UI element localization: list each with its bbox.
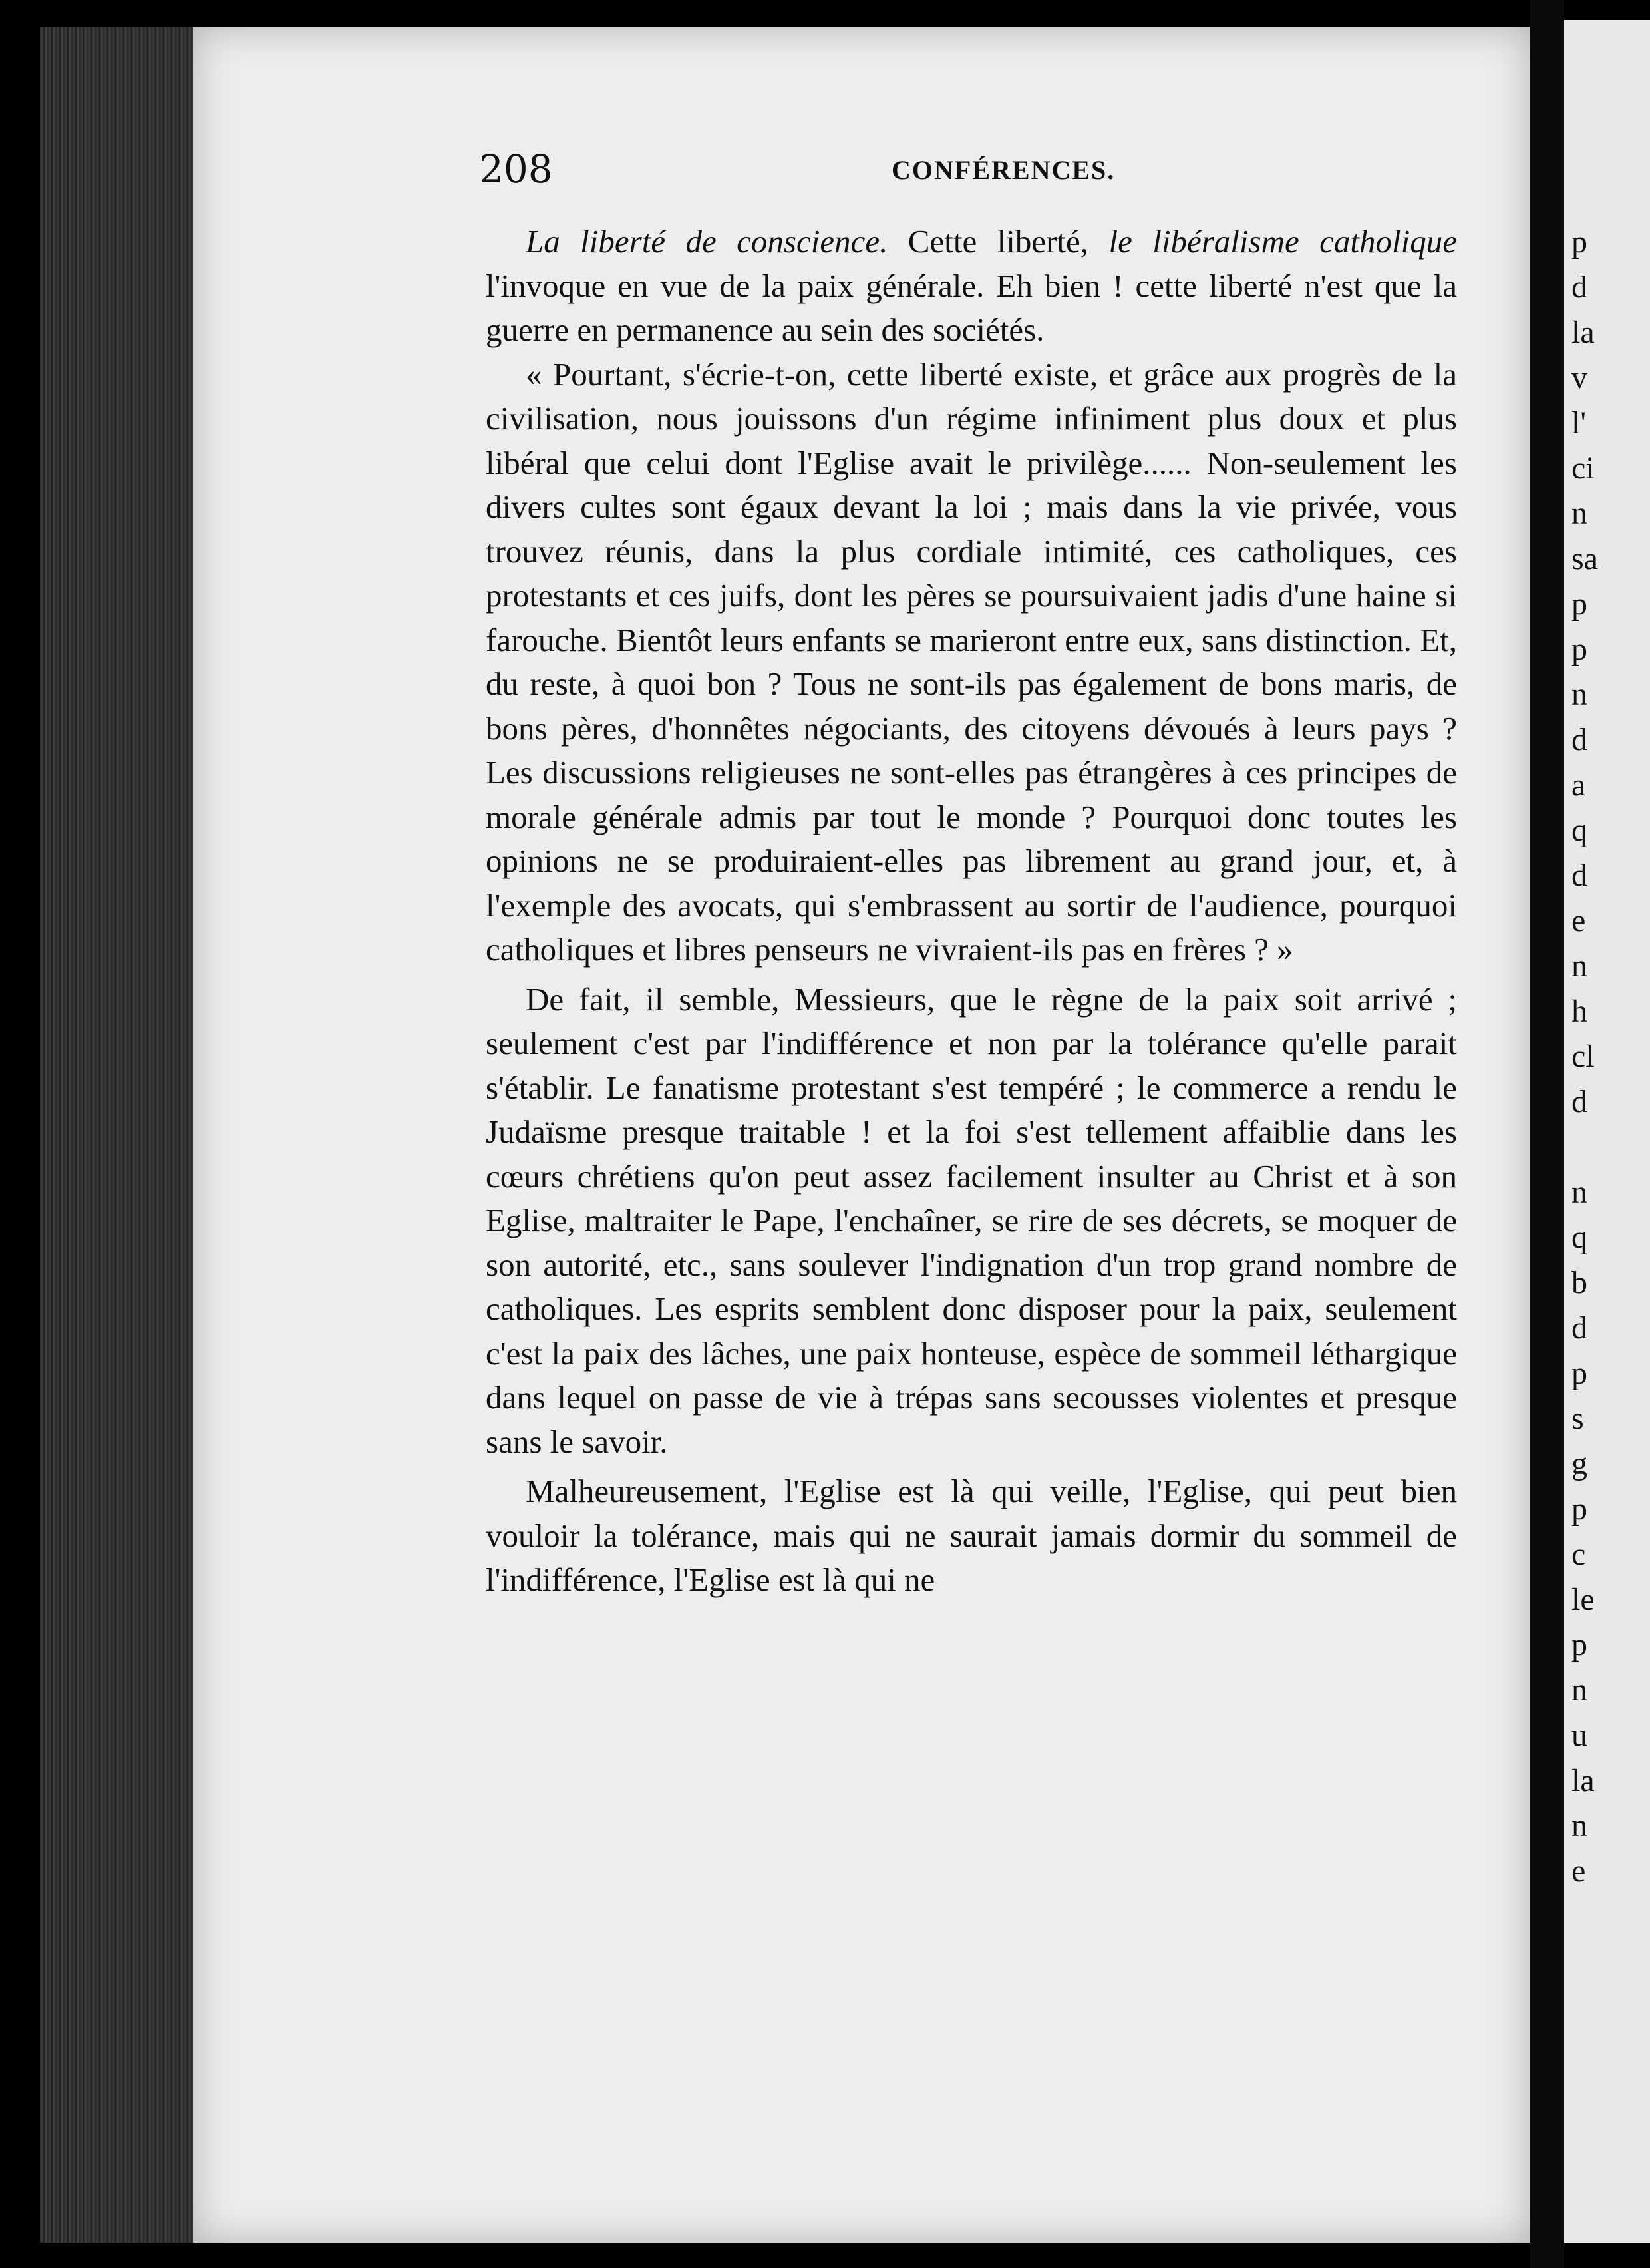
facing-page-fragment: p xyxy=(1571,224,1587,260)
facing-page-fragment: q xyxy=(1571,813,1587,848)
paragraph-1-text-a: Cette liberté, xyxy=(888,223,1109,260)
facing-page-fragment: n xyxy=(1571,1808,1587,1843)
facing-page-text xyxy=(1564,20,1650,1894)
facing-page-fragment: g xyxy=(1571,1446,1587,1481)
facing-page-fragment: a xyxy=(1571,767,1586,803)
facing-page-fragment: h xyxy=(1571,994,1587,1029)
facing-page-fragment: u xyxy=(1571,1718,1587,1753)
facing-page-fragment: d xyxy=(1571,1310,1587,1346)
facing-page-fragment: v xyxy=(1571,360,1587,395)
body-text xyxy=(486,220,1457,1603)
facing-page-fragment: n xyxy=(1571,948,1587,984)
facing-page-fragment: p xyxy=(1571,1356,1587,1391)
paragraph-3: De fait, il semble, Messieurs, que le règne de la paix soit arrivé ; seulement c'est par l'indifférence et non par la tolérance qu'elle parait s'établir. Le fanatisme protestant s'est tempéré ; le commerce a rendu le Judaïsme presque traitable ! et la foi s'est tellement affaiblie dans les cœurs chrétiens qu'on peut assez facilement insulter au Christ et à son Eglise, maltraiter le Pape, l'enchaîner, se rire de ses décrets, se moquer de son autorité, etc., sans soulever l'indignation d'un trop grand nombre de catholiques. Les esprits semblent donc disposer pour la paix, seulement c'est la paix des lâches, une paix honteuse, espèce de sommeil léthargique dans lequel on passe de vie à trépas sans secousses violentes et presque sans le savoir. xyxy=(486,980,1457,1460)
paragraph-4: Malheureusement, l'Eglise est là qui veille, l'Eglise, qui peut bien vouloir la tolérance, mais qui ne saurait jamais dormir du sommeil de l'indifférence, l'Eglise est là qui ne xyxy=(486,1473,1457,1598)
facing-page-fragment: ci xyxy=(1571,451,1595,486)
facing-page-fragment: la xyxy=(1571,1763,1595,1798)
facing-page-fragment: n xyxy=(1571,496,1587,531)
facing-page-fragment: la xyxy=(1571,315,1595,350)
book-fore-edge xyxy=(40,27,193,2243)
facing-page-fragment: l' xyxy=(1571,405,1586,441)
running-title: CONFÉRENCES. xyxy=(892,155,1116,185)
running-head xyxy=(479,146,1477,200)
facing-page-fragment: d xyxy=(1571,1084,1587,1119)
facing-page-fragment: p xyxy=(1571,1627,1587,1662)
facing-page-fragment: n xyxy=(1571,1175,1587,1210)
facing-page-fragment: d xyxy=(1571,858,1587,893)
facing-page-edge xyxy=(1564,20,1650,2243)
facing-page-fragment: le xyxy=(1571,1582,1595,1617)
facing-page-fragment xyxy=(1564,1125,1650,1170)
paragraph-1-text-b: l'invoque en vue de la paix générale. Eh bien ! cette liberté n'est que la guerre en permanence au sein des sociétés. xyxy=(486,267,1457,348)
paragraph-1 xyxy=(486,220,1457,353)
facing-page-fragment: b xyxy=(1571,1265,1587,1300)
facing-page-fragment: d xyxy=(1571,722,1587,757)
facing-page-fragment: c xyxy=(1571,1537,1586,1572)
facing-page-fragment: cl xyxy=(1571,1039,1595,1074)
facing-page-fragment: n xyxy=(1571,1672,1587,1708)
facing-page-fragment: p xyxy=(1571,1491,1587,1527)
facing-page-fragment: e xyxy=(1571,1853,1586,1889)
facing-page-fragment: e xyxy=(1571,903,1586,938)
facing-page-fragment: q xyxy=(1571,1220,1587,1255)
page-number: 208 xyxy=(479,146,553,192)
paragraph-1-italic-lead: La liberté de conscience. xyxy=(526,223,888,260)
facing-page-fragment: p xyxy=(1571,632,1587,667)
facing-page-fragment: d xyxy=(1571,270,1587,305)
facing-page-fragment: sa xyxy=(1571,541,1598,576)
facing-page-fragment: n xyxy=(1571,677,1587,712)
paragraph-1-italic-mid: le libéralisme catholique xyxy=(1108,223,1457,260)
page-gutter xyxy=(1530,0,1564,2268)
paragraph-2: « Pourtant, s'écrie-t-on, cette liberté existe, et grâce aux progrès de la civilisation, nous jouissons d'un régime infiniment plus doux et plus libéral que celui dont l'Eglise avait le privilège...... Non-seulement les divers cultes sont égaux devant la loi ; mais dans la vie privée, vous trouvez réunis, dans la plus cordiale intimité, ces catholiques, ces protestants et ces juifs, dont les pères se poursuivaient jadis d'une haine si farouche. Bientôt leurs enfants se marieront entre eux, sans distinction. Et, du reste, à quoi bon ? Tous ne sont-ils pas également de bons maris, de bons pères, d'honnêtes négociants, des citoyens dévoués à leurs pays ? Les discussions religieuses ne sont-elles pas étrangères à ces principes de morale générale admis par tout le monde ? Pourquoi donc toutes les opinions ne se produiraient-elles pas librement au grand jour, et, à l'exemple des avocats, qui s'embrassent au sortir de l'audience, pourquoi catholiques et libres penseurs ne vivraient-ils pas en frères ? » xyxy=(486,355,1457,968)
facing-page-fragment: s xyxy=(1571,1401,1584,1436)
facing-page-fragment: p xyxy=(1571,586,1587,622)
